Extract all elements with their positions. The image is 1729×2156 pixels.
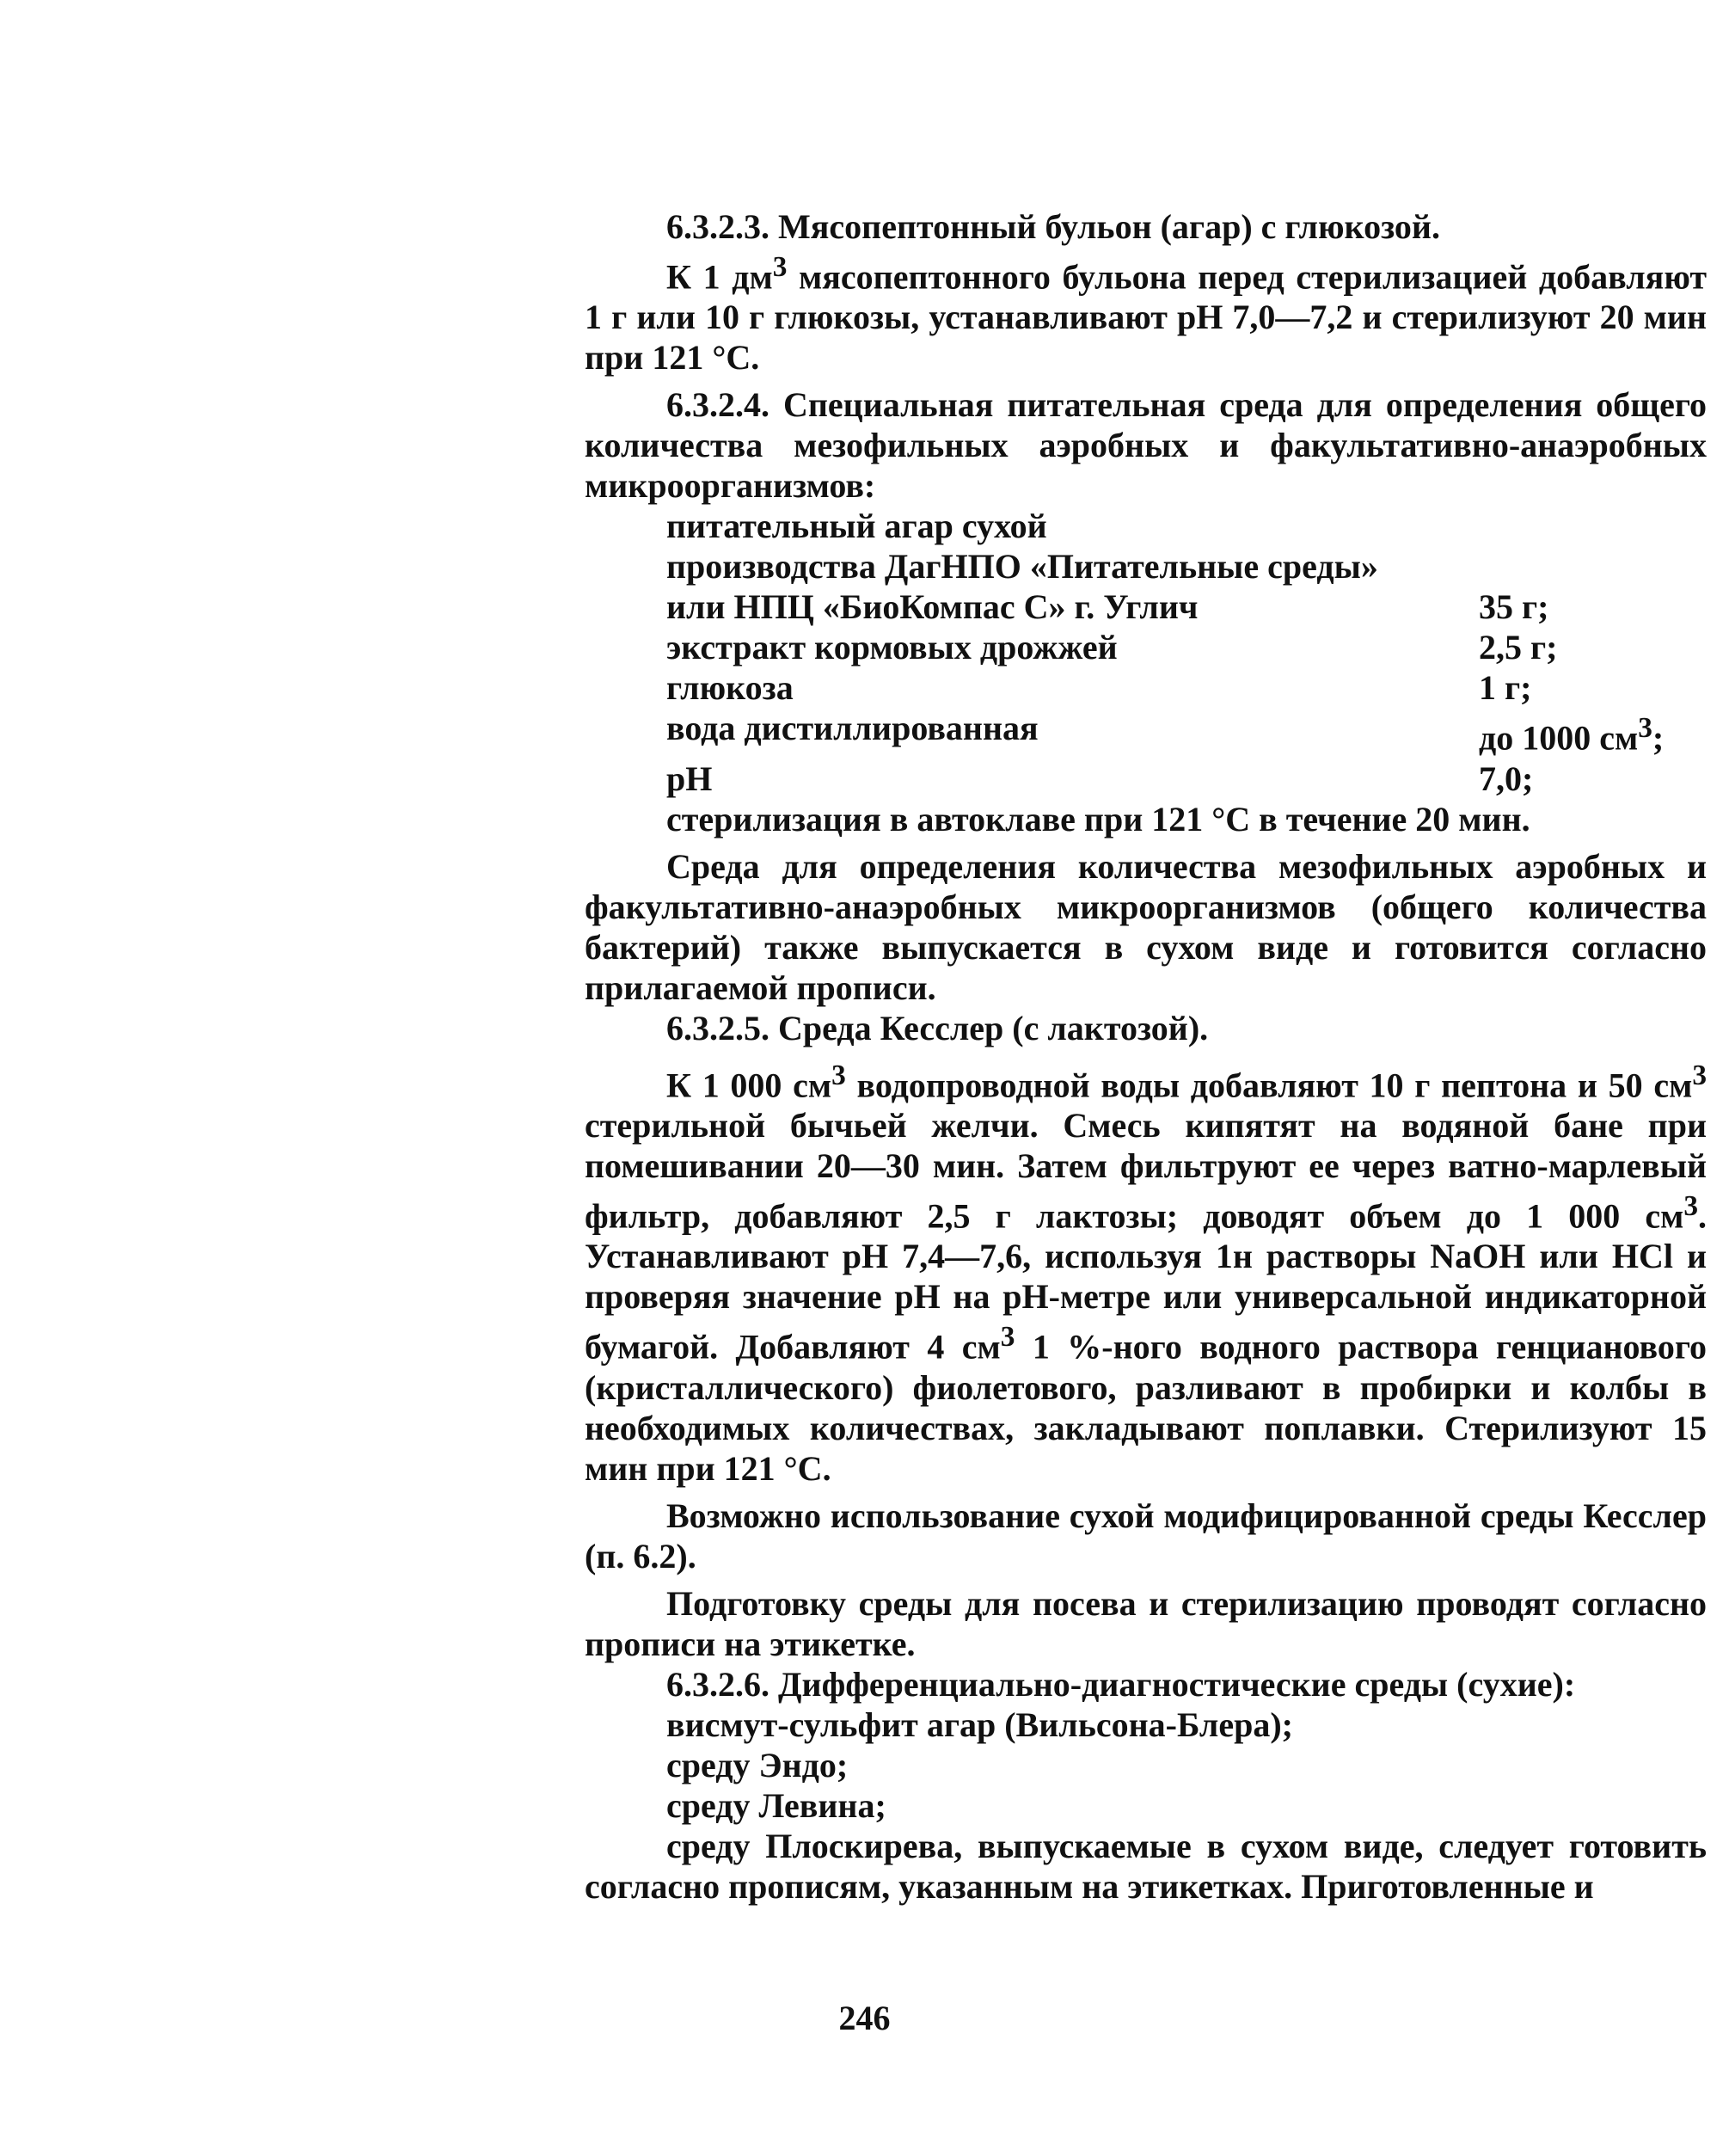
superscript: 3 [831,1059,846,1091]
section-6-3-2-3-title: 6.3.2.3. Мясопептонный бульон (агар) с глюкозой. [666,207,1440,246]
recipe-row [666,667,1707,708]
recipe-line: производства ДагНПО «Питательные среды» [666,547,1378,587]
page-text [585,206,1707,1907]
recipe-ingredient: или НПЦ «БиоКомпас С» г. Углич [666,587,1199,627]
recipe-amount: 35 г; [1479,587,1549,627]
recipe-amount: 1 г; [1479,668,1532,708]
section-6-3-2-4-note: Среда для определения количества мезофильных аэробных и факультативно-анаэробных микроорганизмов (общего количества бактерий) также выпускается в сухом виде и готовится согласно прилагаемой прописи. [585,846,1707,1007]
text-fragment: водопроводной воды добавляют 10 г пептона и 50 см [845,1065,1693,1104]
section-6-3-2-5-title: 6.3.2.5. Среда Кесслер (с лактозой). [666,1008,1209,1047]
section-6-3-2-4-title: 6.3.2.4. Специальная питательная среда для определения общего количества мезофильных аэробных и факультативно-анаэробных микроорганизмов: [585,385,1707,506]
recipe-amount: 7,0; [1479,759,1534,798]
recipe-row [666,587,1707,627]
superscript: 3 [1683,1189,1698,1222]
section-6-3-2-6-title: 6.3.2.6. Дифференциально-диагностические среды (сухие): [666,1664,1576,1704]
superscript: 3 [1638,712,1652,745]
recipe-sterilization: стерилизация в автоклаве при 121 °С в течение 20 мин. [666,799,1530,838]
section-6-3-2-3-body [585,247,1707,378]
recipe-amount: 2,5 г; [1479,628,1558,667]
superscript: 3 [1692,1059,1707,1091]
recipe-ingredient: экстракт кормовых дрожжей [666,628,1118,667]
recipe-row [666,708,1707,758]
section-6-3-2-5-body [585,1055,1707,1489]
media-list-item: висмут-сульфит агар (Вильсона-Блера); [666,1705,1293,1744]
recipe-row [666,759,1707,799]
recipe-line: питательный агар сухой [666,507,1047,546]
section-6-3-2-5-note-2: Подготовку среды для посева и стерилизацию проводят согласно прописи на этикетке. [585,1583,1707,1663]
text-fragment: мясопептонного бульона перед стерилизацией добавляют 1 г или 10 г глюкозы, устанавливают рН 7,0—7,2 и стерилизуют 20 мин при 121 °С. [585,257,1708,378]
recipe-amount [1479,708,1707,758]
section-6-3-2-5-note-1: Возможно использование сухой модифицированной среды Кесслер (п. 6.2). [585,1496,1707,1576]
page-number: 246 [838,1999,891,2037]
text-fragment: . Устанавливают рН 7,4—7,6, используя 1н растворы NaOH или HCl и проверяя значение рН на рН-метре или универсальной индикаторной бумагой. Добавляют 4 см [585,1196,1707,1367]
recipe-ingredient: глюкоза [666,668,794,708]
text-fragment: К 1 000 см [666,1065,832,1104]
text-fragment: К 1 дм [666,257,773,297]
superscript: 3 [772,251,788,283]
text-fragment: 1 %-ного водного раствора генцианового (кристаллического) фиолетового, разливают в пробирки и колбы в необходимых количествах, закладывают поплавки. Стерилизуют 15 мин при 121 °С. [585,1327,1707,1488]
media-list-item: среду Левина; [666,1785,886,1825]
recipe-ingredient: рН [666,759,713,798]
amount-value: до 1000 см [1479,718,1639,758]
text-fragment: стерильной бычьей желчи. Смесь кипятят на водяной бане при помешивании 20—30 мин. Затем фильтруют ее через ватно-марлевый фильтр, добавляют 2,5 г лактозы; доводят объем до 1 000 см [585,1105,1707,1236]
recipe-ingredient: вода дистиллированная [666,709,1039,748]
recipe-row [666,627,1707,667]
amount-tail: ; [1652,718,1665,758]
media-list-item: среду Плоскирева, выпускаемые в сухом виде, следует готовить согласно прописям, указанным на этикетках. Приготовленные и [585,1826,1707,1906]
media-list-item: среду Эндо; [666,1745,849,1784]
superscript: 3 [1000,1321,1015,1354]
recipe-table [666,506,1707,838]
